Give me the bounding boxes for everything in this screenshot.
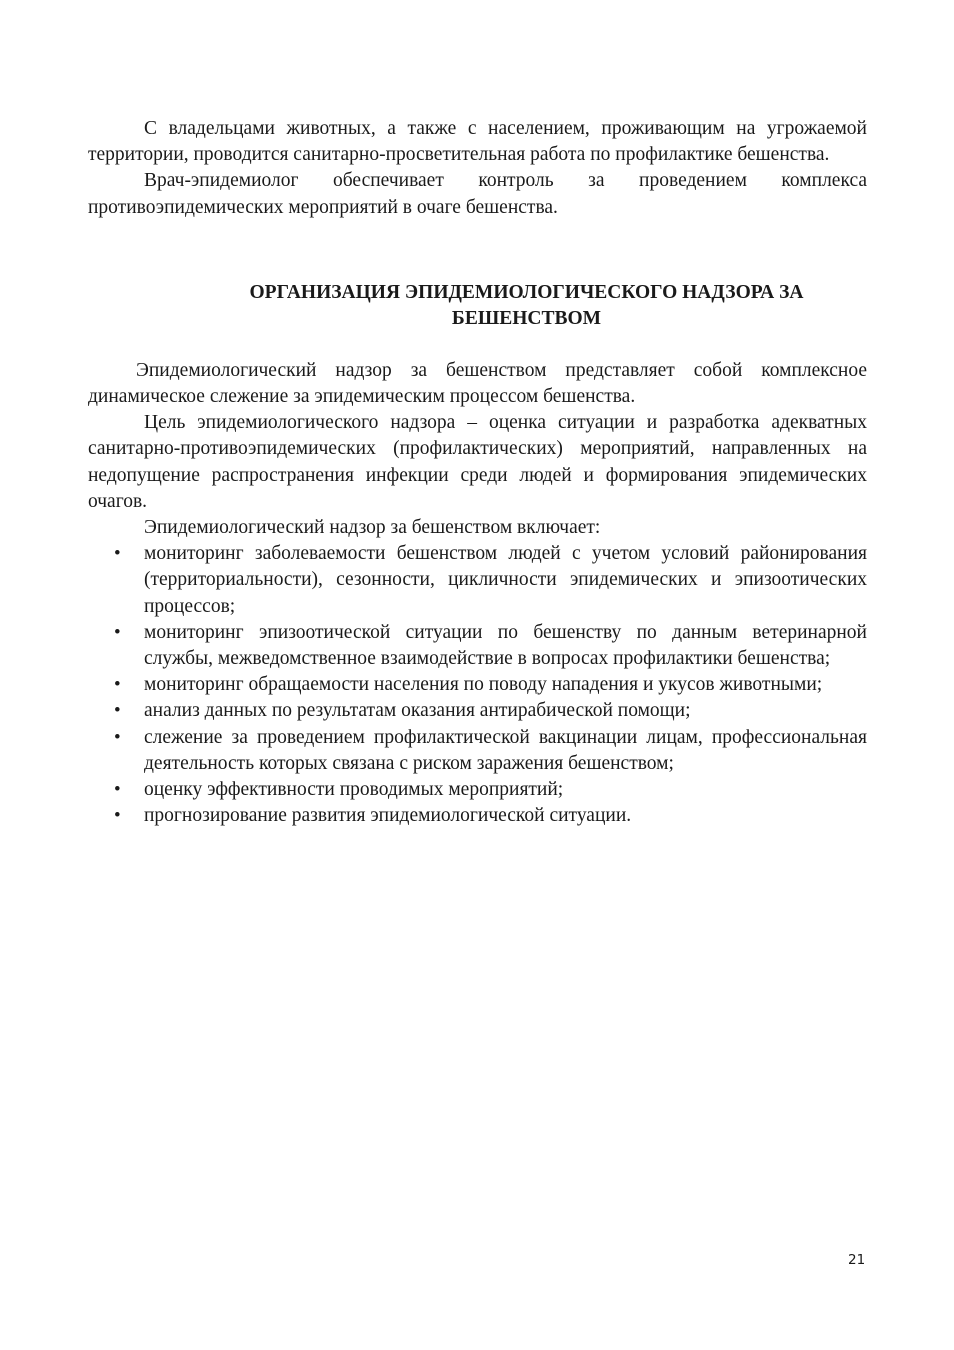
bullet-icon: • (114, 700, 121, 722)
list-item (88, 803, 867, 829)
list-item (88, 672, 867, 698)
includes-paragraph: Эпидемиологический надзор за бешенством включает: (144, 517, 601, 539)
bullet-icon: • (114, 543, 121, 565)
page-content (88, 116, 867, 829)
list-item-text: мониторинг эпизоотической ситуации по бешенству по данным ветеринарной службы, межведомственное взаимодействие в вопросах профилактики бешенства; (144, 621, 867, 670)
list-item (88, 777, 867, 803)
page-number: 21 (848, 1252, 866, 1268)
heading-spacer (88, 332, 867, 358)
list-item-text: анализ данных по результатам оказания антирабической помощи; (144, 700, 691, 722)
list-item (88, 698, 867, 724)
list-item-text: прогнозирование развития эпидемиологической ситуации. (144, 805, 632, 827)
bullet-icon: • (114, 726, 121, 748)
bullet-icon: • (114, 779, 121, 801)
bullet-icon: • (114, 621, 121, 643)
list-item-text: мониторинг обращаемости населения по поводу нападения и укусов животными; (144, 674, 823, 696)
definition-paragraph: Эпидемиологический надзор за бешенством представляет собой комплексное динамическое слежение за эпидемическим процессом бешенства. (88, 359, 867, 408)
list-item (88, 725, 867, 777)
list-item-text: мониторинг заболеваемости бешенством людей с учетом условий районирования (территориальности), сезонности, цикличности эпидемических и эпизоотических процессов; (144, 543, 867, 617)
bullet-icon: • (114, 674, 121, 696)
list-item (88, 541, 867, 620)
list-item-text: оценку эффективности проводимых мероприятий; (144, 779, 564, 801)
section-heading-line2: БЕШЕНСТВОМ (451, 307, 602, 329)
bullet-icon: • (114, 805, 121, 827)
surveillance-list (88, 541, 867, 829)
section-heading (88, 280, 867, 332)
intro-paragraph-epidemiologist: Врач-эпидемиолог обеспечивает контроль за проведением комплекса противоэпидемических мероприятий в очаге бешенства. (88, 170, 867, 218)
list-item-text: слежение за проведением профилактической вакцинации лицам, профессиональная деятельность которых связана с риском заражения бешенством; (144, 726, 867, 774)
goal-paragraph: Цель эпидемиологического надзора – оценка ситуации и разработка адекватных санитарно-противоэпидемических (профилактических) мероприятий, направленных на недопущение распространения инфекции среди людей и формирования эпидемических очагов. (88, 412, 867, 512)
list-item (88, 620, 867, 672)
section-heading-line1: ОРГАНИЗАЦИЯ ЭПИДЕМИОЛОГИЧЕСКОГО НАДЗОРА ЗА (249, 281, 804, 303)
intro-paragraph-owners: С владельцами животных, а также с населением, проживающим на угрожаемой территории, проводится санитарно-просветительная работа по профилактике бешенства. (88, 118, 867, 166)
